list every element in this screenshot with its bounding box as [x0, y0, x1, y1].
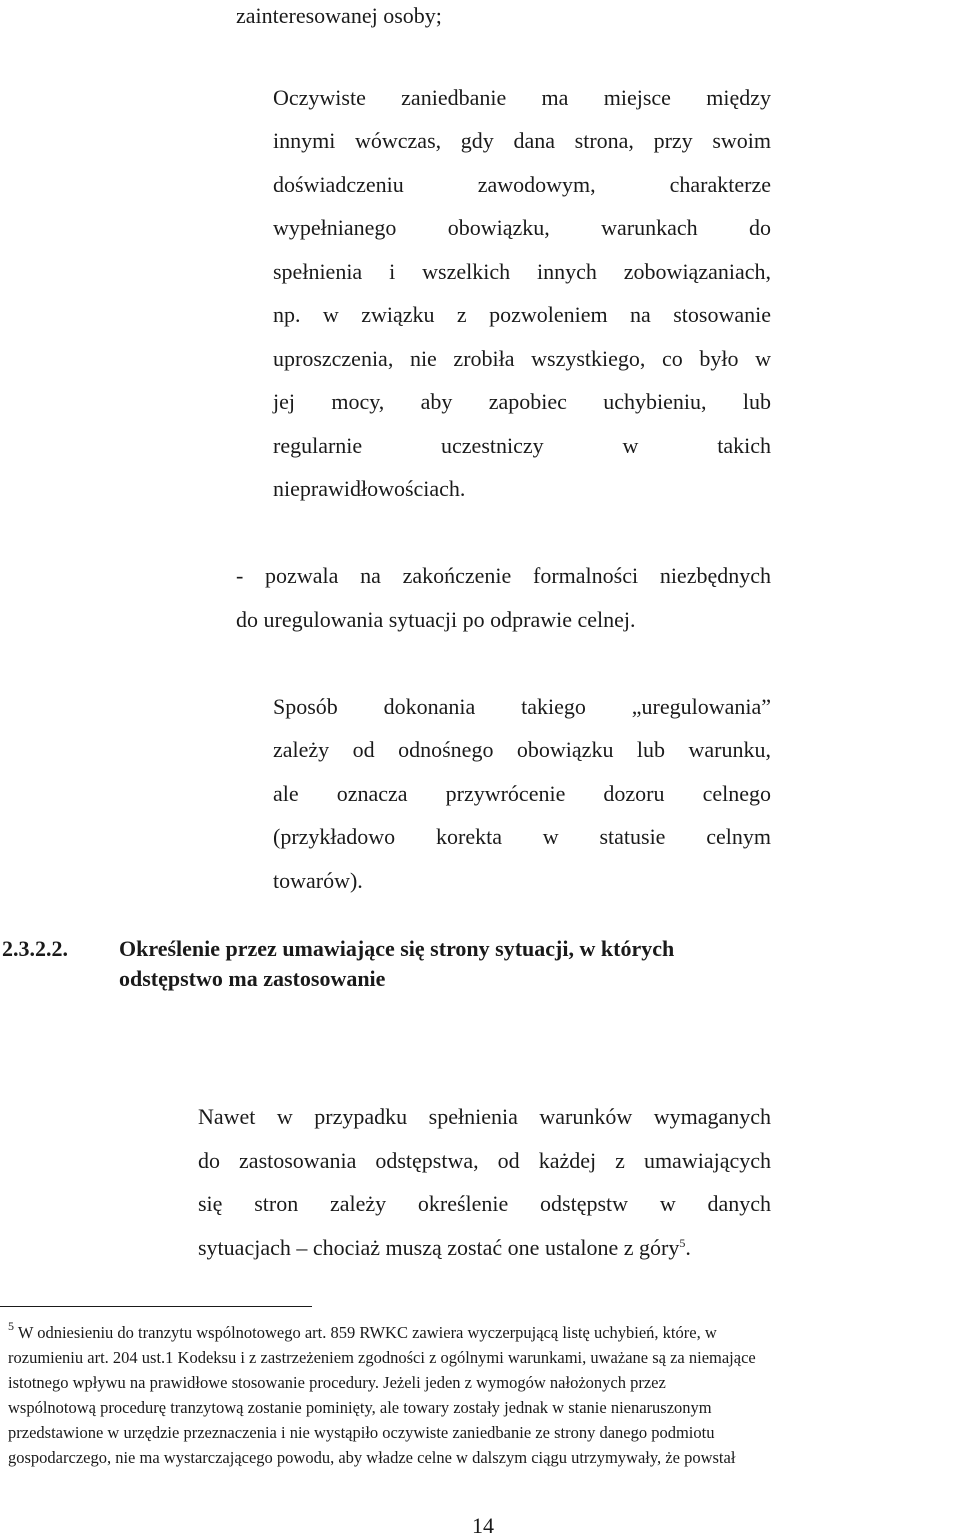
paragraph-line	[198, 1235, 691, 1261]
paragraph-line: do zastosowania odstępstwa, od każdej z umawiających	[198, 1148, 771, 1173]
paragraph-line: wypełnianego obowiązku, warunkach do	[273, 215, 771, 240]
section-title-line-1: Określenie przez umawiające się strony sytuacji, w których	[119, 936, 675, 961]
paragraph-line: zależy od odnośnego obowiązku lub warunku,	[273, 737, 771, 762]
paragraph-line: innymi wówczas, gdy dana strona, przy swoim	[273, 128, 771, 153]
paragraph-line: np. w związku z pozwoleniem na stosowanie	[273, 302, 771, 327]
paragraph-line: spełnienia i wszelkich innych zobowiązaniach,	[273, 259, 771, 284]
footnote-text: W odniesieniu do tranzytu wspólnotowego art. 859 RWKC zawiera wyczerpującą listę uchybień, które, w	[14, 1323, 717, 1342]
paragraph-line: doświadczeniu zawodowym, charakterze	[273, 172, 771, 197]
footnote-line: przedstawione w urzędzie przeznaczenia i nie wystąpiło oczywiste zaniedbanie ze strony danego podmiotu	[8, 1423, 715, 1442]
section-number: 2.3.2.2.	[2, 936, 68, 961]
paragraph-line: regularnie uczestniczy w takich	[273, 433, 771, 458]
section-title-line-2: odstępstwo ma zastosowanie	[119, 966, 386, 991]
paragraph-line: do uregulowania sytuacji po odprawie celnej.	[236, 607, 636, 632]
paragraph-line: Nawet w przypadku spełnienia warunków wymaganych	[198, 1104, 771, 1129]
paragraph-text: sytuacjach – chociaż muszą zostać one ustalone z góry	[198, 1235, 680, 1260]
footnote-line: rozumieniu art. 204 ust.1 Kodeksu i z zastrzeżeniem zgodności z ogólnymi warunkami, uważane są za niemające	[8, 1348, 756, 1367]
paragraph-line: jej mocy, aby zapobiec uchybieniu, lub	[273, 389, 771, 414]
paragraph-line: ale oznacza przywrócenie dozoru celnego	[273, 781, 771, 806]
page-number: 14	[472, 1513, 494, 1538]
paragraph-line: się stron zależy określenie odstępstw w danych	[198, 1191, 771, 1216]
paragraph-line: - pozwala na zakończenie formalności niezbędnych	[236, 563, 771, 588]
footnote-line	[8, 1319, 960, 1343]
footnote-line: gospodarczego, nie ma wystarczającego powodu, aby władze celne w dalszym ciągu utrzymywały, że powstał	[8, 1448, 736, 1467]
footnote-line: wspólnotową procedurę tranzytową zostanie pominięty, ale towary zostały jednak w stanie nienaruszonym	[8, 1398, 712, 1417]
paragraph-line: Oczywiste zaniedbanie ma miejsce między	[273, 85, 771, 110]
paragraph-line: nieprawidłowościach.	[273, 476, 466, 501]
paragraph-line: Sposób dokonania takiego „uregulowania”	[273, 694, 771, 719]
footnote-marker: 5	[8, 1319, 14, 1333]
paragraph-end: .	[685, 1235, 691, 1260]
footnote-rule	[0, 1306, 312, 1307]
paragraph-line: uproszczenia, nie zrobiła wszystkiego, co było w	[273, 346, 771, 371]
top-line: zainteresowanej osoby;	[236, 3, 442, 28]
paragraph-line: (przykładowo korekta w statusie celnym	[273, 824, 771, 849]
footnote-line: istotnego wpływu na prawidłowe stosowanie procedury. Jeżeli jeden z wymogów nałożonych przez	[8, 1373, 666, 1392]
paragraph-line: towarów).	[273, 868, 363, 893]
footnote-reference[interactable]: 5	[679, 1236, 686, 1250]
